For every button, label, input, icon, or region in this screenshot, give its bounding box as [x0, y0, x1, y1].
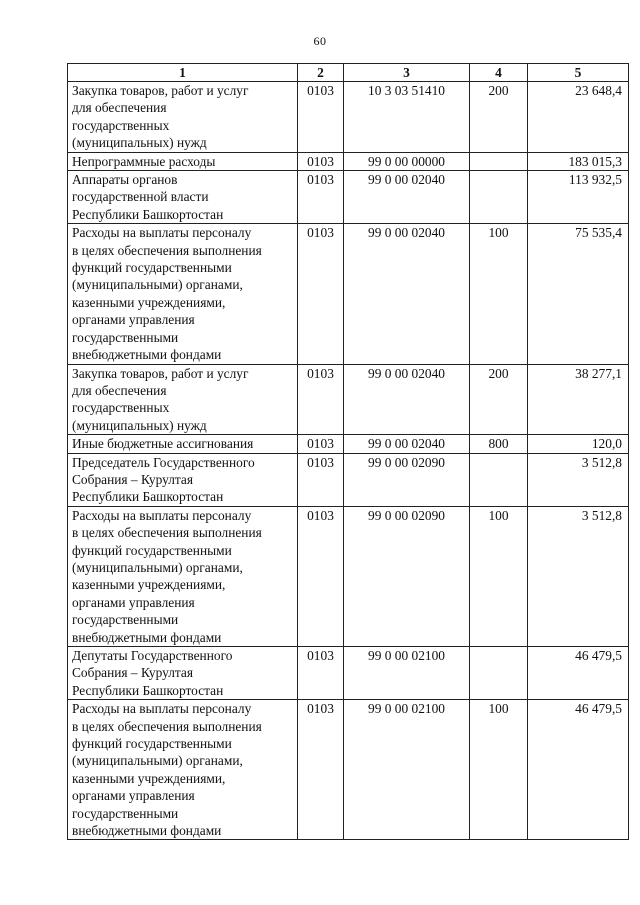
cell-amount: 113 932,5 [528, 171, 629, 224]
cell-expense-type: 800 [470, 435, 528, 453]
table-row [68, 435, 629, 453]
cell-amount: 38 277,1 [528, 364, 629, 435]
expense-name-line: казенными учреждениями, [72, 577, 226, 593]
expense-name-line: государственными [72, 329, 179, 345]
expense-name-line: Собрания – Курултая [72, 471, 194, 487]
expense-name-line: органами управления [72, 312, 195, 328]
expense-name-line: Расходы на выплаты персоналу [72, 225, 252, 241]
cell-expense-type: 200 [470, 82, 528, 153]
cell-target-code: 99 0 00 02040 [344, 171, 470, 224]
expense-name-line: (муниципальными) органами, [72, 277, 243, 293]
expense-name-line: Республики Башкортостан [72, 489, 224, 505]
cell-expense-name [68, 506, 298, 646]
expense-name-line: Иные бюджетные ассигнования [72, 436, 254, 452]
expense-name-line: функций государственными [72, 736, 232, 752]
cell-amount: 75 535,4 [528, 224, 629, 364]
expense-name-line: Расходы на выплаты персоналу [72, 507, 252, 523]
column-header-2: 2 [298, 64, 344, 82]
expense-name-line: Расходы на выплаты персоналу [72, 701, 252, 717]
expense-name-line: Аппараты органов [72, 172, 178, 188]
expense-name-line: (муниципальных) нужд [72, 135, 207, 151]
expense-name-line: казенными учреждениями, [72, 294, 226, 310]
expense-name-line: Республики Башкортостан [72, 206, 224, 222]
column-header-3: 3 [344, 64, 470, 82]
expense-name-line: функций государственными [72, 260, 232, 276]
cell-target-code: 99 0 00 02040 [344, 224, 470, 364]
expense-name-line: казенными учреждениями, [72, 770, 226, 786]
cell-section: 0103 [298, 224, 344, 364]
cell-target-code: 99 0 00 02040 [344, 364, 470, 435]
cell-target-code: 99 0 00 02090 [344, 453, 470, 506]
cell-target-code: 99 0 00 02040 [344, 435, 470, 453]
cell-expense-name [68, 364, 298, 435]
expense-name-line: для обеспечения [72, 100, 167, 116]
expense-name-line: Республики Башкортостан [72, 682, 224, 698]
cell-target-code: 99 0 00 02100 [344, 700, 470, 840]
expense-name-line: Закупка товаров, работ и услуг [72, 83, 249, 98]
cell-target-code: 99 0 00 02100 [344, 647, 470, 700]
cell-expense-type [470, 171, 528, 224]
expense-name-line: функций государственными [72, 542, 232, 558]
cell-amount: 120,0 [528, 435, 629, 453]
cell-amount: 46 479,5 [528, 647, 629, 700]
cell-expense-type: 100 [470, 506, 528, 646]
cell-expense-name [68, 224, 298, 364]
expense-name-line: государственных [72, 400, 170, 416]
expense-name-line: Председатель Государственного [72, 454, 255, 470]
cell-target-code: 99 0 00 00000 [344, 152, 470, 170]
cell-section: 0103 [298, 506, 344, 646]
expense-name-line: государственной власти [72, 189, 209, 205]
cell-section: 0103 [298, 453, 344, 506]
expense-name-line: (муниципальными) органами, [72, 753, 243, 769]
cell-section: 0103 [298, 152, 344, 170]
table-row [68, 82, 629, 153]
cell-section: 0103 [298, 82, 344, 153]
cell-expense-name [68, 82, 298, 153]
expense-name-line: в целях обеспечения выполнения [72, 242, 262, 258]
table-row [68, 647, 629, 700]
cell-target-code: 99 0 00 02090 [344, 506, 470, 646]
table-header-row [68, 64, 629, 82]
cell-expense-name [68, 171, 298, 224]
cell-expense-type [470, 453, 528, 506]
cell-section: 0103 [298, 364, 344, 435]
expense-name-line: органами управления [72, 594, 195, 610]
table-row [68, 364, 629, 435]
expense-name-line: органами управления [72, 788, 195, 804]
cell-expense-name [68, 435, 298, 453]
cell-amount: 46 479,5 [528, 700, 629, 840]
expense-name-line: Депутаты Государственного [72, 648, 233, 663]
expense-name-line: Закупка товаров, работ и услуг [72, 365, 249, 381]
expense-name-line: государственными [72, 612, 179, 628]
cell-expense-name [68, 700, 298, 840]
expense-name-line: государственными [72, 805, 179, 821]
column-header-4: 4 [470, 64, 528, 82]
cell-section: 0103 [298, 435, 344, 453]
cell-expense-type: 100 [470, 224, 528, 364]
expense-name-line: Собрания – Курултая [72, 665, 194, 681]
cell-amount: 183 015,3 [528, 152, 629, 170]
expense-name-line: внебюджетными фондами [72, 823, 222, 839]
cell-expense-name [68, 152, 298, 170]
cell-section: 0103 [298, 700, 344, 840]
cell-expense-type: 100 [470, 700, 528, 840]
cell-section: 0103 [298, 647, 344, 700]
cell-amount: 23 648,4 [528, 82, 629, 153]
table-row [68, 700, 629, 840]
cell-amount: 3 512,8 [528, 506, 629, 646]
cell-target-code: 10 3 03 51410 [344, 82, 470, 153]
cell-expense-type [470, 152, 528, 170]
cell-amount: 3 512,8 [528, 453, 629, 506]
cell-expense-name [68, 647, 298, 700]
column-header-5: 5 [528, 64, 629, 82]
cell-expense-name [68, 453, 298, 506]
expense-name-line: для обеспечения [72, 382, 167, 398]
table-row [68, 152, 629, 170]
expense-name-line: Непрограммные расходы [72, 153, 216, 169]
expense-name-line: внебюджетными фондами [72, 629, 222, 645]
page-number: 60 [313, 34, 327, 48]
expense-name-line: в целях обеспечения выполнения [72, 718, 262, 734]
budget-table [67, 63, 629, 840]
table-row [68, 171, 629, 224]
column-header-1: 1 [68, 64, 298, 82]
cell-expense-type [470, 647, 528, 700]
table-body [68, 82, 629, 840]
expense-name-line: (муниципальными) органами, [72, 559, 243, 575]
table-row [68, 506, 629, 646]
cell-section: 0103 [298, 171, 344, 224]
expense-name-line: в целях обеспечения выполнения [72, 525, 262, 541]
table-row [68, 453, 629, 506]
expense-name-line: государственных [72, 117, 170, 133]
expense-name-line: (муниципальных) нужд [72, 417, 207, 433]
expense-name-line: внебюджетными фондами [72, 347, 222, 363]
table-row [68, 224, 629, 364]
cell-expense-type: 200 [470, 364, 528, 435]
